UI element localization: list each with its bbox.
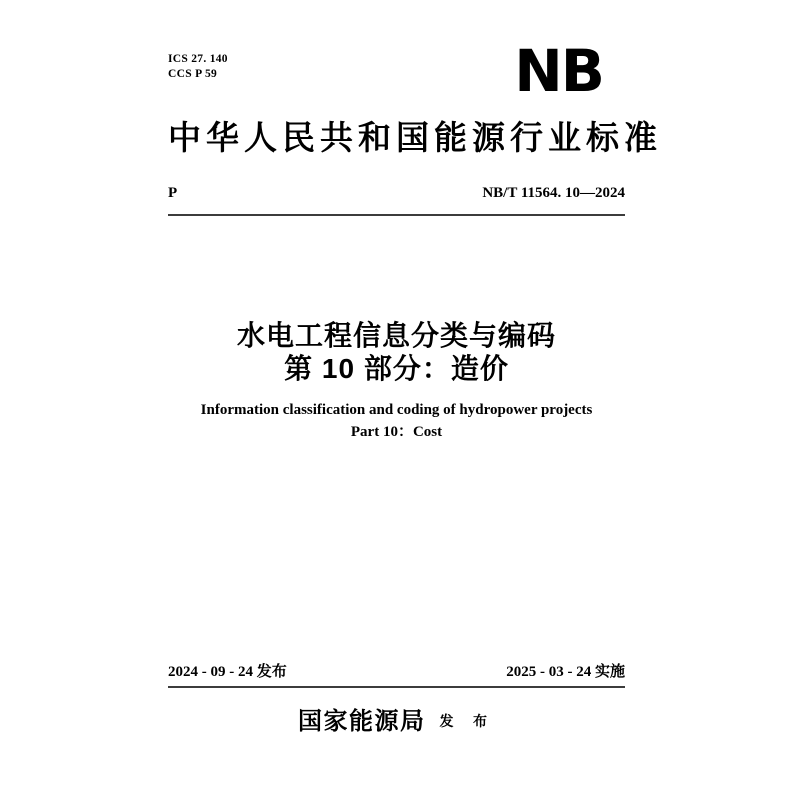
publisher-row bbox=[168, 701, 625, 736]
header-divider-line bbox=[168, 214, 625, 216]
classification-codes bbox=[168, 48, 228, 82]
title-chinese bbox=[168, 319, 625, 385]
standard-number: NB/T 11564. 10—2024 bbox=[482, 185, 625, 201]
ics-code: ICS 27. 140 bbox=[168, 53, 228, 65]
footer-divider-line bbox=[168, 686, 625, 688]
title-chinese-line2: 第 10 部分：造价 bbox=[284, 353, 509, 384]
issue-date: 2024 - 09 - 24 发布 bbox=[168, 664, 287, 680]
nb-logo: NB bbox=[514, 37, 603, 105]
publisher-action-label: 发 布 bbox=[439, 715, 495, 730]
implementation-date: 2025 - 03 - 24 实施 bbox=[506, 664, 625, 680]
ccs-code: CCS P 59 bbox=[168, 68, 218, 80]
title-english bbox=[168, 399, 625, 443]
title-english-line1: Information classification and coding of hydropower projects bbox=[200, 402, 593, 418]
publisher-name: 国家能源局 bbox=[298, 709, 426, 735]
doc-class-letter: P bbox=[168, 185, 178, 201]
cover-content bbox=[168, 0, 662, 800]
top-row bbox=[168, 37, 625, 105]
dates-row bbox=[168, 660, 625, 681]
title-english-line2: Part 10：Cost bbox=[350, 424, 443, 440]
title-chinese-line1: 水电工程信息分类与编码 bbox=[236, 320, 556, 351]
standard-number-row bbox=[168, 185, 625, 202]
standard-system-title: 中华人民共和国能源行业标准 bbox=[168, 121, 662, 157]
